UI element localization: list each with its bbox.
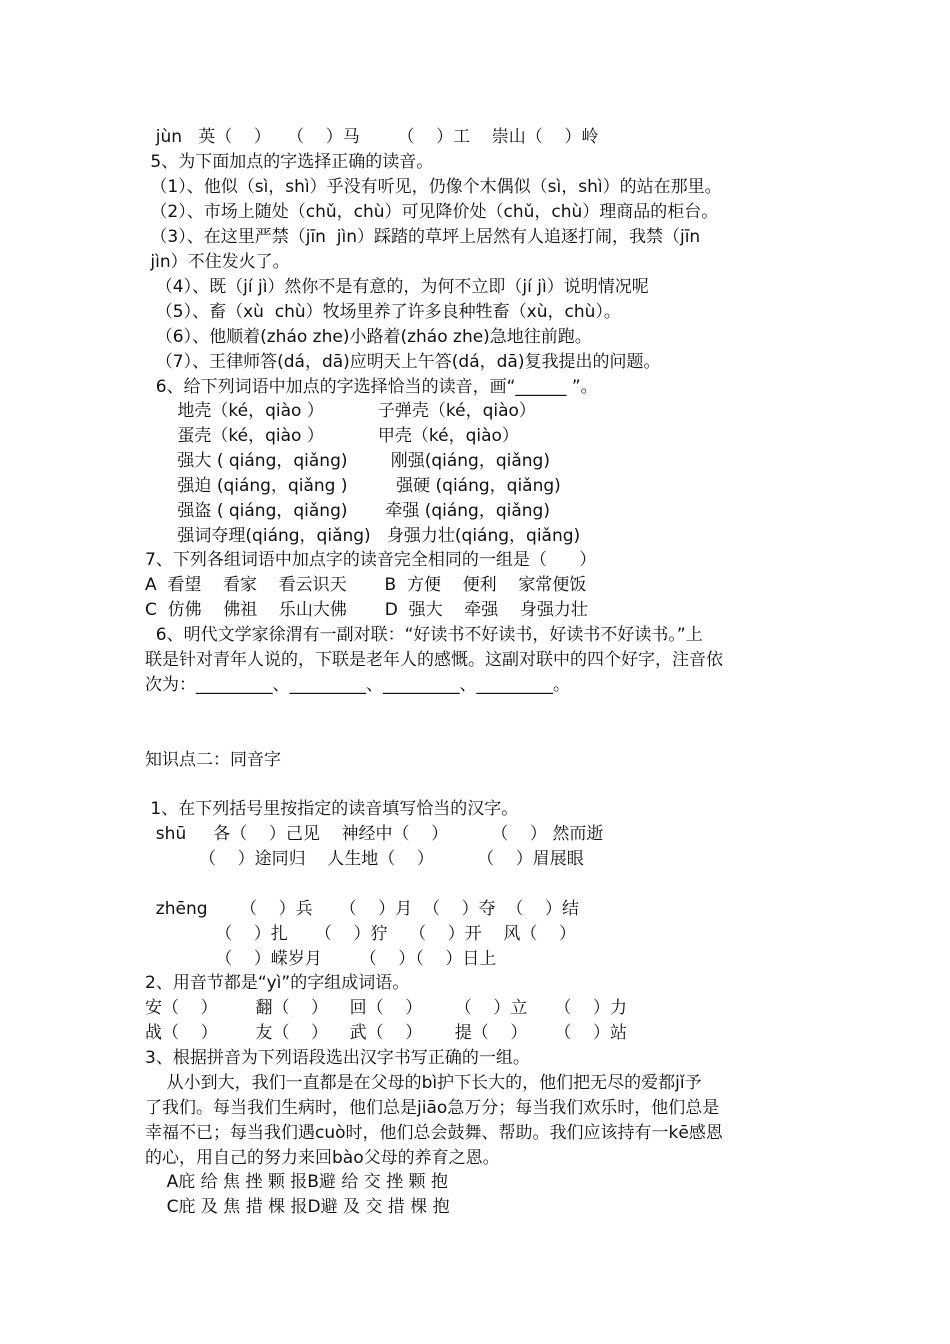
text-line: （7）、王律师答(dá，dā)应明天上午答(dá，dā)复我提出的问题。 bbox=[145, 352, 661, 372]
paragraph-line: 了我们。每当我们生病时，他们总是jiāo急万分；每当我们欢乐时，他们总是 bbox=[145, 1098, 720, 1118]
option-row: C庇 及 焦 措 棵 报D避 及 交 措 棵 抱 bbox=[145, 1197, 450, 1217]
text-line: （3）、在这里严禁（jīn jìn）踩踏的草坪上居然有人追逐打闹，我禁（jīn bbox=[145, 227, 701, 247]
text-line: 联是针对青年人说的，下联是老年人的感慨。这副对联中的四个好字，注音依 bbox=[145, 650, 723, 670]
text-line: 地壳（ké，qiào ） 子弹壳（ké，qiào） bbox=[145, 401, 536, 421]
option-row: A庇 给 焦 挫 颗 报B避 给 交 挫 颗 抱 bbox=[145, 1172, 448, 1192]
paragraph-line: 从小到大，我们一直都是在父母的bì护下长大的，他们把无尽的爱都jǐ予 bbox=[145, 1073, 702, 1093]
text-line: （ ）嵘岁月 （ ）（ ）日上 bbox=[145, 949, 497, 969]
question-heading: 7、下列各组词语中加点字的读音完全相同的一组是（ ） bbox=[145, 550, 597, 570]
text-line: （1）、他似（sì，shì）乎没有听见，仍像个木偶似（sì，shì）的站在那里。 bbox=[145, 177, 722, 197]
text-line: 蛋壳（ké，qiào ） 甲壳（ké，qiào） bbox=[145, 426, 519, 446]
question-heading: 5、为下面加点的字选择正确的读音。 bbox=[145, 152, 434, 172]
question-heading: 3、根据拼音为下列语段选出汉字书写正确的一组。 bbox=[145, 1048, 530, 1068]
text-line: （6）、他顺着(zháo zhe)小路着(zháo zhe)急地往前跑。 bbox=[145, 327, 592, 347]
text-line: jùn 英（ ） （ ）马 （ ）工 崇山（ ）岭 bbox=[145, 127, 599, 147]
section-title: 知识点二：同音字 bbox=[145, 750, 281, 770]
text-line: 强大 ( qiáng，qiǎng) 刚强(qiáng，qiǎng) bbox=[145, 451, 550, 471]
paragraph-line: 幸福不已；每当我们遇cuò时，他们总会鼓舞、帮助。我们应该持有一kē感恩 bbox=[145, 1123, 723, 1143]
option-row: C 仿佛 佛祖 乐山大佛 D 强大 牵强 身强力壮 bbox=[145, 600, 588, 620]
text-line: （ ）扎 （ ）狞 （ ）开 风（ ） bbox=[145, 924, 576, 944]
text-line: （ ）途同归 人生地（ ） （ ）眉展眼 bbox=[145, 849, 584, 869]
text-line: 次为：_________、_________、_________、_________。 bbox=[145, 675, 570, 695]
paragraph-line: 的心，用自己的努力来回bào父母的养育之恩。 bbox=[145, 1148, 500, 1168]
question-heading: 2、用音节都是“yì”的字组成词语。 bbox=[145, 973, 410, 993]
text-line: （5）、畜（xù chù）牧场里养了许多良种牲畜（xù，chù）。 bbox=[145, 302, 621, 322]
question-heading: 6、明代文学家徐渭有一副对联：“好读书不好读书，好读书不好读书。”上 bbox=[145, 625, 703, 645]
option-row: A 看望 看家 看云识天 B 方便 便利 家常便饭 bbox=[145, 575, 587, 595]
text-line: shū 各（ ）己见 神经中（ ） （ ） 然而逝 bbox=[145, 824, 604, 844]
text-line: 强词夺理(qiáng，qiǎng) 身强力壮(qiáng，qiǎng) bbox=[145, 526, 581, 546]
text-line: 安（ ） 翻（ ） 回（ ） （ ）立 （ ）力 bbox=[145, 998, 627, 1018]
text-line: （4）、既（jí jì）然你不是有意的，为何不立即（jí jì）说明情况呢 bbox=[145, 277, 649, 297]
text-line: 强盗 ( qiáng，qiǎng) 牵强 (qiáng，qiǎng) bbox=[145, 501, 550, 521]
text-line: jìn）不住发火了。 bbox=[145, 252, 290, 272]
question-heading: 6、给下列词语中加点的字选择恰当的读音，画“______ ”。 bbox=[145, 377, 598, 397]
text-line: 战（ ） 友（ ） 武（ ） 提（ ） （ ）站 bbox=[145, 1023, 627, 1043]
text-line: 强迫 (qiáng，qiǎng ) 强硬 (qiáng，qiǎng) bbox=[145, 476, 561, 496]
question-heading: 1、在下列括号里按指定的读音填写恰当的汉字。 bbox=[145, 799, 519, 819]
text-line: zhēng （ ）兵 （ ）月 （ ）夺 （ ）结 bbox=[145, 899, 580, 919]
text-line: （2）、市场上随处（chǔ，chù）可见降价处（chǔ，chù）理商品的柜台。 bbox=[145, 202, 719, 222]
